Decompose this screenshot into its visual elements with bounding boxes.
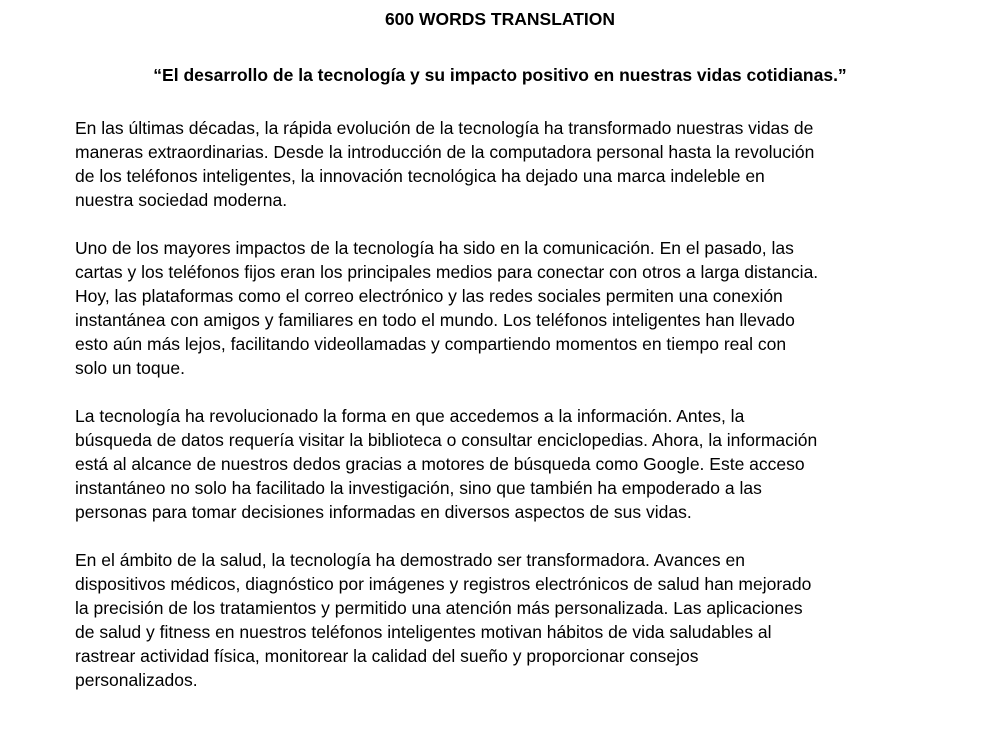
document-subtitle: “El desarrollo de la tecnología y su impacto positivo en nuestras vidas cotidianas.” (153, 65, 847, 85)
paragraph-2: Uno de los mayores impactos de la tecnología ha sido en la comunicación. En el pasado, las cartas y los teléfonos fijos eran los principales medios para conectar con otros a larga distancia. Hoy, las plataformas como el correo electrónico y las redes sociales permiten una conexión instantánea con amigos y familiares en todo el mundo. Los teléfonos inteligentes han llevado esto aún más lejos, facilitando videollamadas y compartiendo momentos en tiempo real con solo un toque. (75, 238, 819, 378)
document-title: 600 WORDS TRANSLATION (384, 9, 616, 29)
paragraph-3: La tecnología ha revolucionado la forma en que accedemos a la información. Antes, la búsqueda de datos requería visitar la biblioteca o consultar enciclopedias. Ahora, la información está al alcance de nuestros dedos gracias a motores de búsqueda como Google. Este acceso instantáneo no solo ha facilitado la investigación, sino que también ha empoderado a las personas para tomar decisiones informadas en diversos aspectos de sus vidas. (75, 406, 818, 522)
paragraph-4: En el ámbito de la salud, la tecnología ha demostrado ser transformadora. Avances en dispositivos médicos, diagnóstico por imágenes y registros electrónicos de salud han mejorado la precisión de los tratamientos y permitido una atención más personalizada. Las aplicaciones de salud y fitness en nuestros teléfonos inteligentes motivan hábitos de vida saludables al rastrear actividad física, monitorear la calidad del sueño y proporcionar consejos personalizados. (75, 550, 812, 690)
paragraph-1: En las últimas décadas, la rápida evolución de la tecnología ha transformado nuestras vidas de maneras extraordinarias. Desde la introducción de la computadora personal hasta la revolución de los teléfonos inteligentes, la innovación tecnológica ha dejado una marca indeleble en nuestra sociedad moderna. (75, 118, 815, 210)
document-body (75, 116, 925, 716)
